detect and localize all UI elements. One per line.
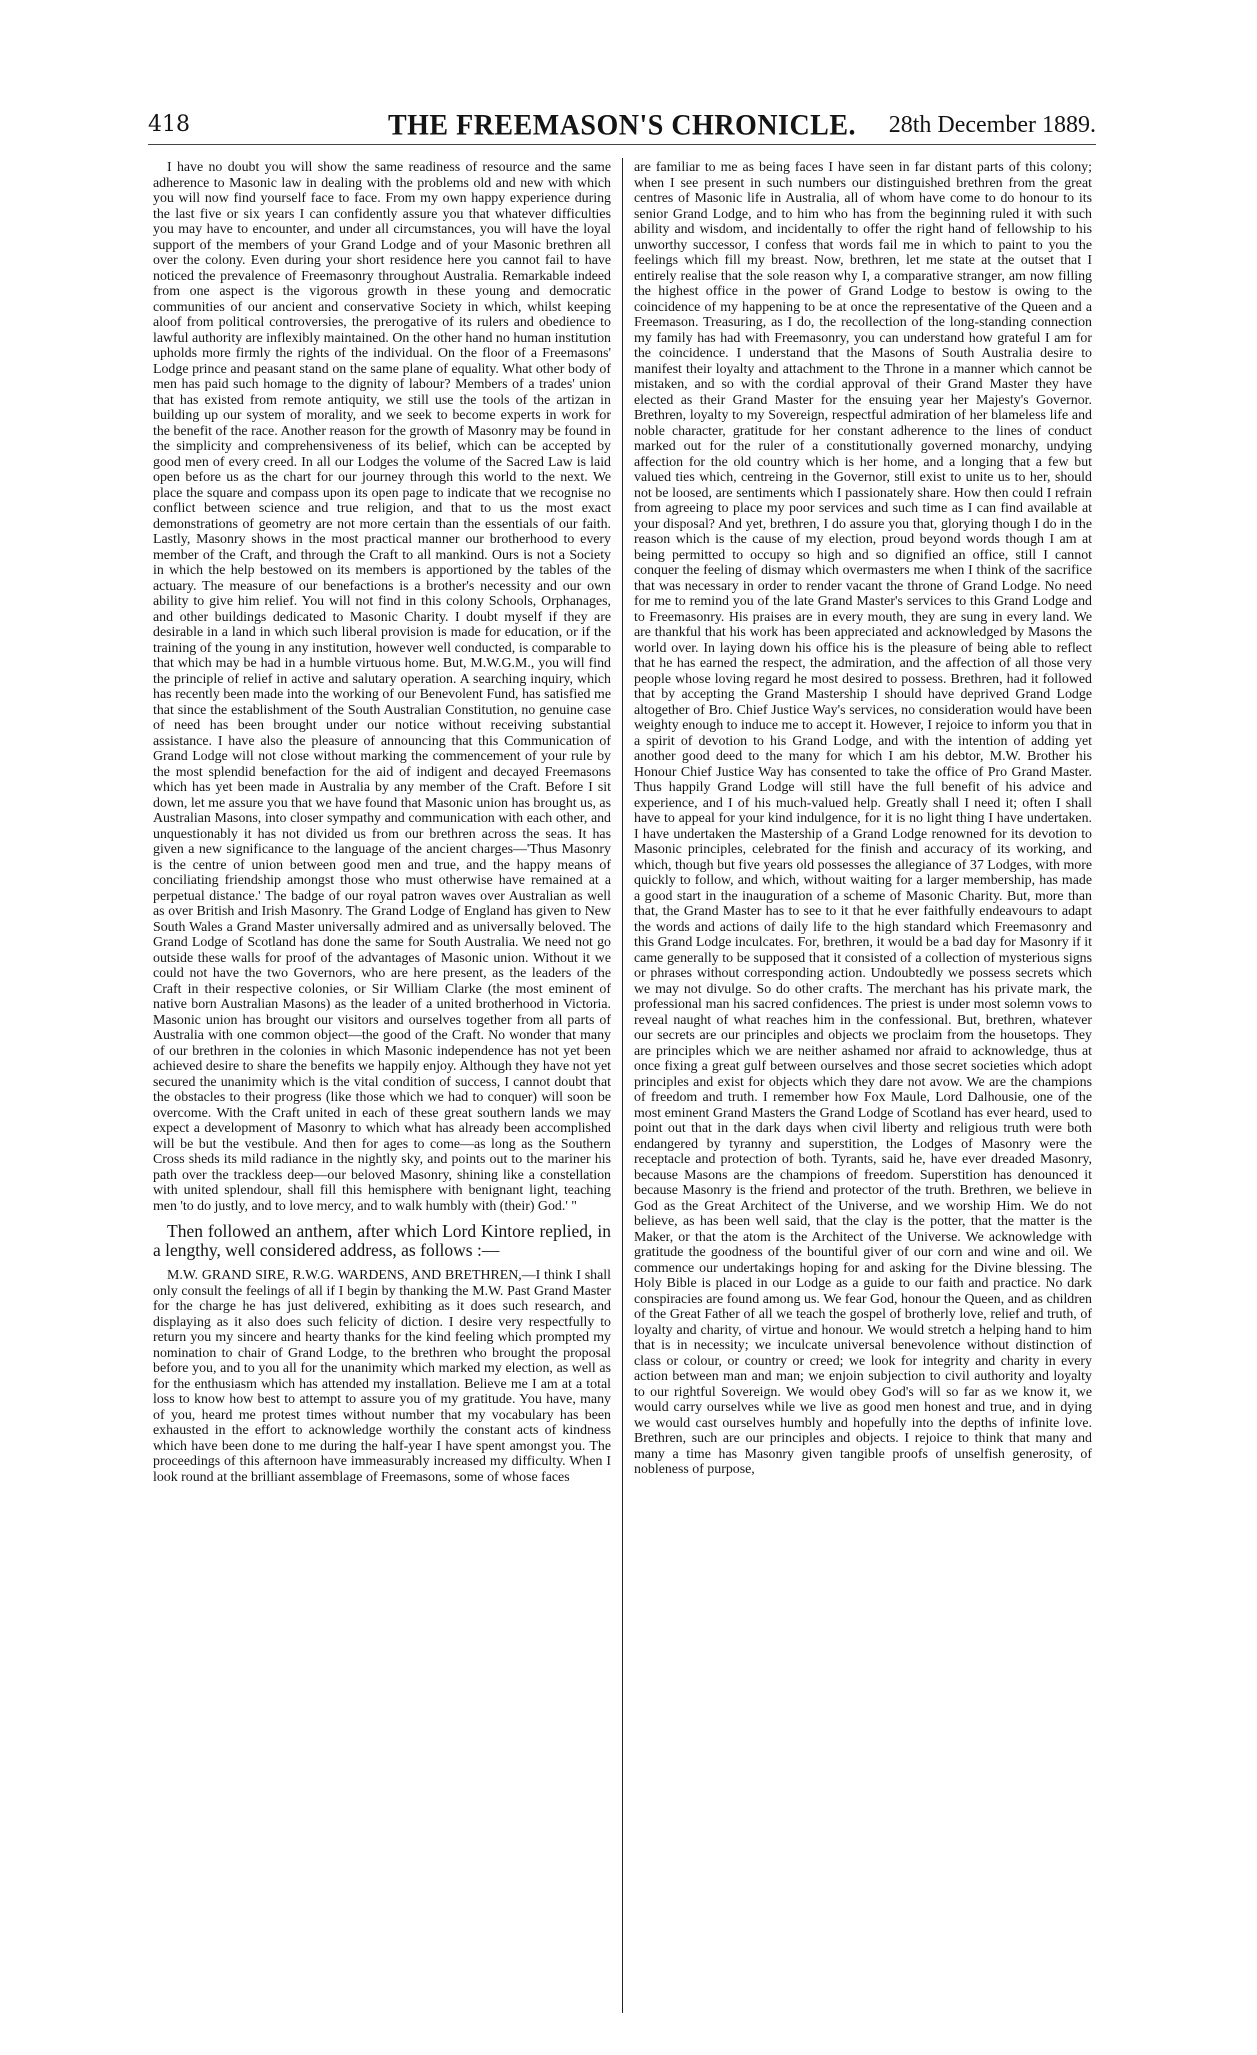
column-divider: [622, 158, 623, 2013]
address-paragraph: M.W. GRAND SIRE, R.W.G. WARDENS, AND BRETHREN,—I think I shall only consult the feelings of all if I begin by thanking the M.W. Past Grand Master for the charge he has just delivered, exhibiting as it does such research, and displaying as it also does such felicity of diction. I desire very respectfully to return you my sincere and hearty thanks for the kind feeling which prompted my nomination to chair of Grand Lodge, to the brethren who brought the proposal before you, and to you all for the unanimity which marked my election, as well as for the enthusiasm which has attended my installation. Believe me I am at a total loss to know how best to attempt to assure you of my gratitude. You have, many of you, heard me protest times without number that my vocabulary has been exhausted in the effort to acknowledge worthily the constant acts of kindness which have been done to me during the half-year I have spent amongst you. The proceedings of this afternoon have immeasurably increased my difficulty. When I look round at the brilliant assemblage of Freemasons, some of whose faces: [153, 1268, 611, 1485]
right-column: [634, 160, 1092, 1478]
page-number: 418: [148, 112, 190, 137]
page-header: [148, 110, 1096, 142]
article-paragraph-continued: are familiar to me as being faces I have seen in far distant parts of this colony; when I see present in such numbers our distinguished brethren from the great centres of Masonic life in Australia, all of whom have come to do honour to its senior Grand Lodge, and to him who has from the beginning ruled it with such ability and wisdom, and incidentally to offer the right hand of fellowship to his unworthy successor, I confess that words fail me in which to paint to you the feelings which fill my breast. Now, brethren, let me state at the outset that I entirely realise that the sole reason why I, a comparative stranger, am now filling the highest office in the power of Grand Lodge to bestow is owing to the coincidence of my happening to be at once the representative of the Queen and a Freemason. Treasuring, as I do, the recollection of the long-standing connection my family has had with Freemasonry, you can understand how grateful I am for the coincidence. I understand that the Masons of South Australia desire to manifest their loyalty and attachment to the Throne in a manner which cannot be mistaken, and so with the cordial approval of their Grand Master they have elected as their Grand Master for the ensuing year her Majesty's Governor. Brethren, loyalty to my Sovereign, respectful admiration of her blameless life and noble character, gratitude for her constant adherence to the lines of conduct marked out for the ruler of a constitutionally governed monarchy, undying affection for the old country which is her home, and a longing that a few but valued ties which, centreing in the Governor, still exist to unite us to her, should not be loosed, are sentiments which I passionately share. How then could I refrain from agreeing to place my poor services and such time as I can find available at your disposal? And yet, brethren, I do assure you that, glorying though I do in the reason which is the cause of my election, proud beyond words though I am at being permitted to occupy so high and so dignified an office, still I cannot conquer the feeling of dismay which overmasters me when I think of the sacrifice that was necessary in order to render vacant the throne of Grand Lodge. No need for me to remind you of the late Grand Master's services to this Grand Lodge and to Freemasonry. His praises are in every mouth, they are sung in every land. We are thankful that his work has been appreciated and acknowledged by Masons the world over. In laying down his office his is the pleasure of being able to reflect that he has earned the respect, the admiration, and the affection of all those very people whose loving regard he most desired to possess. Brethren, had it followed that by accepting the Grand Mastership I should have deprived Grand Lodge altogether of Bro. Chief Justice Way's services, no consideration would have been weighty enough to induce me to accept it. However, I rejoice to inform you that in a spirit of devotion to his Grand Lodge, and with the intention of adding yet another good deed to the many for which I am his debtor, M.W. Brother his Honour Chief Justice Way has consented to take the office of Pro Grand Master. Thus happily Grand Lodge will still have the full benefit of his advice and experience, and I of his much-valued help. Greatly shall I need it; often I shall have to appeal for your kind indulgence, for it is no light thing I have undertaken. I have undertaken the Mastership of a Grand Lodge renowned for its devotion to Masonic principles, celebrated for the finish and accuracy of its working, and which, though but five years old possesses the allegiance of 37 Lodges, with more quickly to follow, and which, without waiting for a larger membership, has made a good start in the inauguration of a scheme of Masonic Charity. But, more than that, the Grand Master has to see to it that he ever faithfully endeavours to adapt the words and actions of daily life to the high standard which Freemasonry and this Grand Lodge inculcates. For, brethren, it would be a bad day for Masonry if it came generally to be supposed that it consisted of a collection of mysterious signs or phrases without corresponding action. Undoubtedly we possess secrets which we may not divulge. So do other crafts. The merchant has his private mark, the professional man his sacred confidences. The priest is under most solemn vows to reveal naught of what reaches him in the confessional. But, brethren, whatever our secrets are our principles and objects we proclaim from the housetops. They are principles which we are neither ashamed nor afraid to acknowledge, thus at once fixing a great gulf between ourselves and those secret societies which adopt principles and exist for objects which they dare not avow. We are the champions of freedom and truth. I remember how Fox Maule, Lord Dalhousie, one of the most eminent Grand Masters the Grand Lodge of Scotland has ever heard, used to point out that in the dark days when civil liberty and religious truth were both endangered by tyranny and superstition, the Lodges of Masonry were the receptacle and protection of both. Tyrants, said he, have ever dreaded Masonry, because Masons are the champions of freedom. Superstition has denounced it because Masonry is the friend and protector of the truth. Brethren, we believe in God as the Great Architect of the Universe, and we worship Him. We do not believe, as has been well said, that the clay is the potter, that the matter is the Maker, or that the atom is the Architect of the Universe. We acknowledge with gratitude the goodness of the bountiful giver of our corn and wine and oil. We commence our undertakings hoping for and asking for the Divine blessing. The Holy Bible is placed in our Lodge as a guide to our faith and practice. No dark conspiracies are found among us. We fear God, honour the Queen, and as children of the Great Father of all we teach the gospel of brotherly love, relief and truth, of loyalty and charity, of virtue and honour. We would stretch a helping hand to him that is in necessity; we inculcate universal benevolence without distinction of class or colour, or country or creed; we look for integrity and charity in every action between man and man; we enjoin subjection to civil authority and loyalty to our rightful Sovereign. We would obey God's will so far as we know it, we would carry ourselves while we live as good men honest and true, and in dying we would cast ourselves humbly and hopefully into the depths of infinite love. Brethren, such are our principles and objects. I rejoice to think that many and many a time has Masonry given tangible proofs of unselfish generosity, of nobleness of purpose,: [634, 160, 1092, 1477]
issue-date: 28th December 1889.: [888, 112, 1096, 138]
lead-in-paragraph: Then followed an anthem, after which Lord Kintore replied, in a lengthy, well considered address, as follows :—: [153, 1221, 611, 1260]
article-paragraph: I have no doubt you will show the same readiness of resource and the same adherence to Masonic law in dealing with the problems old and new with which you will now find yourself face to face. From my own happy experience during the last five or six years I can confidently assure you that whatever difficulties you may have to encounter, and under all circumstances, you will have the loyal support of the members of your Grand Lodge and of your Masonic brethren all over the colony. Even during your short residence here you cannot fail to have noticed the prevalence of Freemasonry throughout Australia. Remarkable indeed from one aspect is the vigorous growth in these young and democratic communities of our ancient and conservative Society in which, whilst keeping aloof from political controversies, the prerogative of its rulers and obedience to lawful authority are inflexibly maintained. On the other hand no human institution upholds more firmly the rights of the individual. On the floor of a Freemasons' Lodge prince and peasant stand on the same plane of equality. What other body of men has paid such homage to the dignity of labour? Members of a trades' union that has existed from remote antiquity, we still use the tools of the artizan in building up our system of morality, and we seek to become experts in work for the benefit of the race. Another reason for the growth of Masonry may be found in the simplicity and comprehensiveness of its belief, which can be accepted by good men of every creed. In all our Lodges the volume of the Sacred Law is laid open before us as the chart for our journey through this world to the next. We place the square and compass upon its open page to indicate that we recognise no conflict between science and true religion, and that to us the most exact demonstrations of geometry are not more certain than the essentials of our faith. Lastly, Masonry shows in the most practical manner our brotherhood to every member of the Craft, and through the Craft to all mankind. Ours is not a Society in which the help bestowed on its members is apportioned by the tables of the actuary. The measure of our benefactions is a brother's necessity and our own ability to give him relief. You will not find in this colony Schools, Orphanages, and other buildings dedicated to Masonic Charity. I doubt myself if they are desirable in a land in which such liberal provision is made for education, or if the training of the young in any institution, however well conducted, is comparable to that which may be had in a humble virtuous home. But, M.W.G.M., you will find the principle of relief in active and salutary operation. A searching inquiry, which has recently been made into the working of our Benevolent Fund, has satisfied me that since the establishment of the South Australian Constitution, no genuine case of need has been brought under our notice without receiving substantial assistance. I have also the pleasure of announcing that this Communication of Grand Lodge will not close without marking the commencement of your rule by the most splendid benefaction for the aid of indigent and decayed Freemasons which has yet been made in Australia by any member of the Craft. Before I sit down, let me assure you that we have found that Masonic union has brought us, as Australian Masons, into closer sympathy and communication with each other, and unquestionably it has not divided us from our brethren across the seas. It has given a new significance to the language of the ancient charges—'Thus Masonry is the centre of union between good men and true, and the happy means of conciliating friendship amongst those who must otherwise have remained at a perpetual distance.' The badge of our royal patron waves over Australian as well as over British and Irish Masonry. The Grand Lodge of England has given to New South Wales a Grand Master universally admired and as universally beloved. The Grand Lodge of Scotland has done the same for South Australia. We need not go outside these walls for proof of the advantages of Masonic union. Without it we could not have the two Governors, who are here present, as the leaders of the Craft in their respective colonies, or Sir William Clarke (the most eminent of native born Australian Masons) as the leader of a united brotherhood in Victoria. Masonic union has brought our visitors and ourselves together from all parts of Australia with one common object—the good of the Craft. No wonder that many of our brethren in the colonies in which Masonic independence has not yet been achieved desire to share the benefits we happily enjoy. Although they have not yet secured the unanimity which is the vital condition of success, I cannot doubt that the obstacles to their progress (like those which we had to conquer) will soon be overcome. With the Craft united in each of these great southern lands we may expect a development of Masonry to which what has already been accomplished will be but the vestibule. And then for ages to come—as long as the Southern Cross sheds its mild radiance in the nightly sky, and points out to the mariner his path over the trackless deep—our beloved Masonry, shining like a constellation with united splendour, shall fill this hemisphere with benignant light, teaching men 'to do justly, and to love mercy, and to walk humbly with (their) God.' ": [153, 160, 611, 1214]
left-column: [153, 160, 611, 1485]
publication-title: THE FREEMASON'S CHRONICLE.: [387, 109, 857, 142]
header-rule: [148, 144, 1096, 145]
